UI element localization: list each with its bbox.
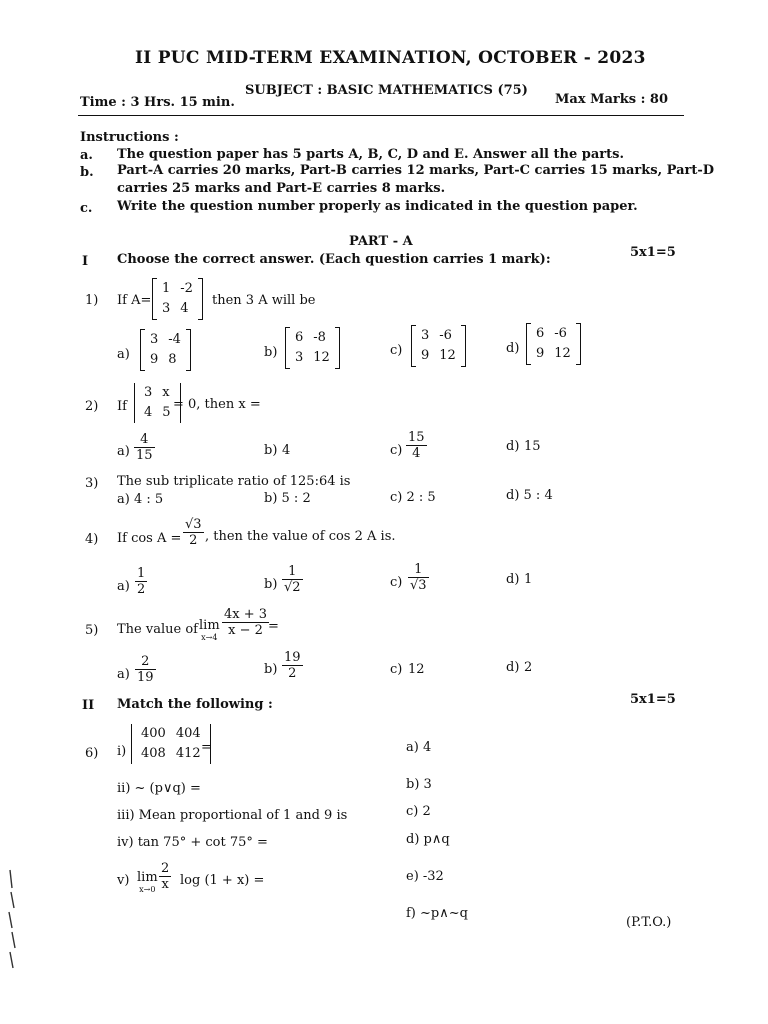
option-label: a)	[117, 444, 130, 459]
det-cell: 400	[141, 726, 166, 741]
numerator: 2	[161, 861, 170, 876]
instruction-text-cont: carries 25 marks and Part-E carries 8 marks.	[117, 181, 446, 196]
option-value: 4	[282, 443, 291, 458]
limit	[137, 872, 158, 896]
part-heading: PART - A	[349, 234, 413, 249]
numerator: 4x + 3	[224, 607, 268, 622]
matrix-cell: -6	[439, 328, 452, 343]
question-text: If A=	[117, 293, 152, 308]
denominator: 4	[412, 446, 421, 461]
numerator: 4	[134, 432, 155, 448]
denominator: x	[161, 877, 169, 892]
instruction-label: c.	[80, 201, 93, 216]
option-fraction	[135, 654, 156, 685]
option-label: b)	[264, 443, 278, 458]
numerator: 1	[137, 566, 146, 581]
question-number: 2)	[85, 399, 99, 414]
match-right-item: d) p∧q	[406, 832, 450, 847]
option-label: d)	[506, 439, 520, 454]
matrix-cell: 1	[162, 281, 171, 296]
match-left-text: log (1 + x) =	[180, 873, 265, 888]
option-label: d)	[506, 572, 520, 587]
match-right-item: f) ~p∧~q	[406, 906, 468, 921]
match-right-item: b) 3	[406, 777, 432, 792]
scan-edge-marks	[6, 868, 20, 978]
matrix-cell: 3	[150, 332, 159, 347]
matrix-cell: -2	[180, 281, 193, 296]
question-text: , then the value of cos 2 A is.	[205, 529, 396, 544]
match-right-item: e) -32	[406, 869, 444, 884]
option-label: c)	[390, 575, 403, 590]
option-label: b)	[264, 345, 278, 360]
match-right-item: a) 4	[406, 740, 432, 755]
matrix-cell: -8	[313, 330, 326, 345]
denominator: √3	[410, 578, 427, 593]
option-value: 2	[524, 660, 533, 675]
numerator: 1	[408, 562, 429, 578]
option-matrix	[526, 324, 581, 364]
option: c) 2 : 5	[390, 490, 436, 505]
instruction-label: b.	[80, 165, 94, 180]
option-matrix	[140, 330, 191, 370]
section-marks: 5x1=5	[630, 692, 676, 707]
option-fraction	[134, 432, 155, 463]
matrix-cell: 3	[162, 301, 171, 316]
matrix-a	[152, 279, 203, 319]
option-label: b)	[264, 662, 278, 677]
question-text: then 3 A will be	[212, 293, 316, 308]
question-text: =	[268, 619, 279, 634]
lim-subscript: x→4	[201, 633, 218, 642]
matrix-cell: 9	[421, 348, 430, 363]
option-fraction	[282, 564, 303, 595]
matrix-cell: 9	[536, 346, 545, 361]
matrix-cell: 12	[554, 346, 571, 361]
matrix-cell: -6	[554, 326, 567, 341]
header-rule	[78, 115, 684, 116]
matrix-cell: 6	[536, 326, 545, 341]
question-number: 4)	[85, 532, 99, 547]
pto-note: (P.T.O.)	[626, 915, 672, 930]
numerator: √3	[185, 517, 202, 532]
question-number: 3)	[85, 476, 99, 491]
option-fraction	[135, 566, 147, 597]
question-text: = 0, then x =	[173, 397, 261, 412]
option-label: c)	[390, 443, 403, 458]
lim-text: lim	[137, 870, 158, 885]
option: a) 4 : 5	[117, 492, 164, 507]
section-instruction: Match the following :	[117, 697, 273, 712]
question-fraction	[222, 607, 269, 638]
option-fraction	[406, 430, 427, 461]
instruction-text: The question paper has 5 parts A, B, C, D and E. Answer all the parts.	[117, 147, 624, 162]
matrix-cell: 6	[295, 330, 304, 345]
match-equals: =	[201, 740, 212, 755]
section-instruction: Choose the correct answer. (Each question carries 1 mark):	[117, 252, 551, 267]
determinant	[131, 724, 211, 764]
option-label: a)	[117, 667, 130, 682]
option-label: a)	[117, 347, 130, 362]
denominator: √2	[284, 580, 301, 595]
denominator: 19	[137, 670, 154, 685]
denominator: 2	[137, 582, 146, 597]
det-cell: 4	[144, 405, 153, 420]
matrix-cell: 12	[313, 350, 330, 365]
numerator: 2	[135, 654, 156, 670]
option-label: c)	[390, 662, 403, 677]
option-fraction	[408, 562, 429, 593]
lim-subscript: x→0	[139, 885, 156, 894]
lim-text: lim	[199, 618, 220, 633]
option-label: b)	[264, 577, 278, 592]
question-text: The sub triplicate ratio of 125:64 is	[117, 474, 351, 489]
question-fraction	[183, 517, 204, 548]
max-marks: Max Marks : 80	[555, 92, 669, 107]
matrix-cell: 3	[421, 328, 430, 343]
option-value: 1	[524, 572, 533, 587]
option-label: a)	[117, 579, 130, 594]
denominator: x − 2	[228, 623, 263, 638]
matrix-cell: 4	[180, 301, 189, 316]
section-number: II	[82, 698, 95, 713]
det-cell: x	[162, 385, 170, 400]
det-cell: 3	[144, 385, 153, 400]
match-right-item: c) 2	[406, 804, 431, 819]
section-marks: 5x1=5	[630, 245, 676, 260]
match-left-item: ii) ~ (p∨q) =	[117, 781, 201, 796]
option-label: d)	[506, 660, 520, 675]
limit-fraction	[159, 861, 171, 892]
question-text: If	[117, 399, 127, 414]
numerator: 19	[284, 650, 301, 665]
numerator: 1	[282, 564, 303, 580]
match-item-label: i)	[117, 744, 127, 759]
question-text: The value of	[117, 622, 198, 637]
option: b) 5 : 2	[264, 491, 311, 506]
limit	[199, 620, 220, 644]
det-cell: 408	[141, 746, 166, 761]
option-fraction	[282, 650, 303, 681]
matrix-cell: 12	[439, 348, 456, 363]
option: d) 5 : 4	[506, 488, 553, 503]
option-value: 15	[524, 439, 541, 454]
exam-title: II PUC MID-TERM EXAMINATION, OCTOBER - 2023	[135, 48, 646, 68]
numerator: 15	[408, 430, 425, 445]
denominator: 2	[288, 666, 297, 681]
det-cell: 5	[162, 405, 171, 420]
option-value: 12	[408, 662, 425, 677]
instruction-label: a.	[80, 148, 93, 163]
option-matrix	[285, 328, 340, 368]
instruction-text: Write the question number properly as indicated in the question paper.	[117, 199, 638, 214]
denominator: 15	[136, 448, 153, 463]
match-left-item: iii) Mean proportional of 1 and 9 is	[117, 808, 348, 823]
question-number: 6)	[85, 746, 99, 761]
section-number: I	[82, 254, 89, 269]
question-number: 5)	[85, 623, 99, 638]
question-text: If cos A =	[117, 531, 182, 546]
matrix-cell: 8	[168, 352, 177, 367]
match-left-item: iv) tan 75° + cot 75° =	[117, 835, 268, 850]
matrix-cell: 3	[295, 350, 304, 365]
instructions-heading: Instructions :	[80, 130, 179, 145]
det-cell: 404	[175, 726, 201, 741]
subject-line: SUBJECT : BASIC MATHEMATICS (75)	[245, 83, 528, 98]
det-cell: 412	[175, 746, 201, 761]
option-matrix	[411, 326, 466, 366]
denominator: 2	[189, 533, 198, 548]
time-line: Time : 3 Hrs. 15 min.	[80, 95, 235, 110]
option-label: c)	[390, 343, 403, 358]
match-item-label: v)	[117, 873, 130, 888]
matrix-cell: 9	[150, 352, 159, 367]
matrix-cell: -4	[168, 332, 181, 347]
option-label: d)	[506, 341, 520, 356]
question-number: 1)	[85, 293, 99, 308]
instruction-text: Part-A carries 20 marks, Part-B carries 12 marks, Part-C carries 15 marks, Part-D	[117, 163, 715, 178]
